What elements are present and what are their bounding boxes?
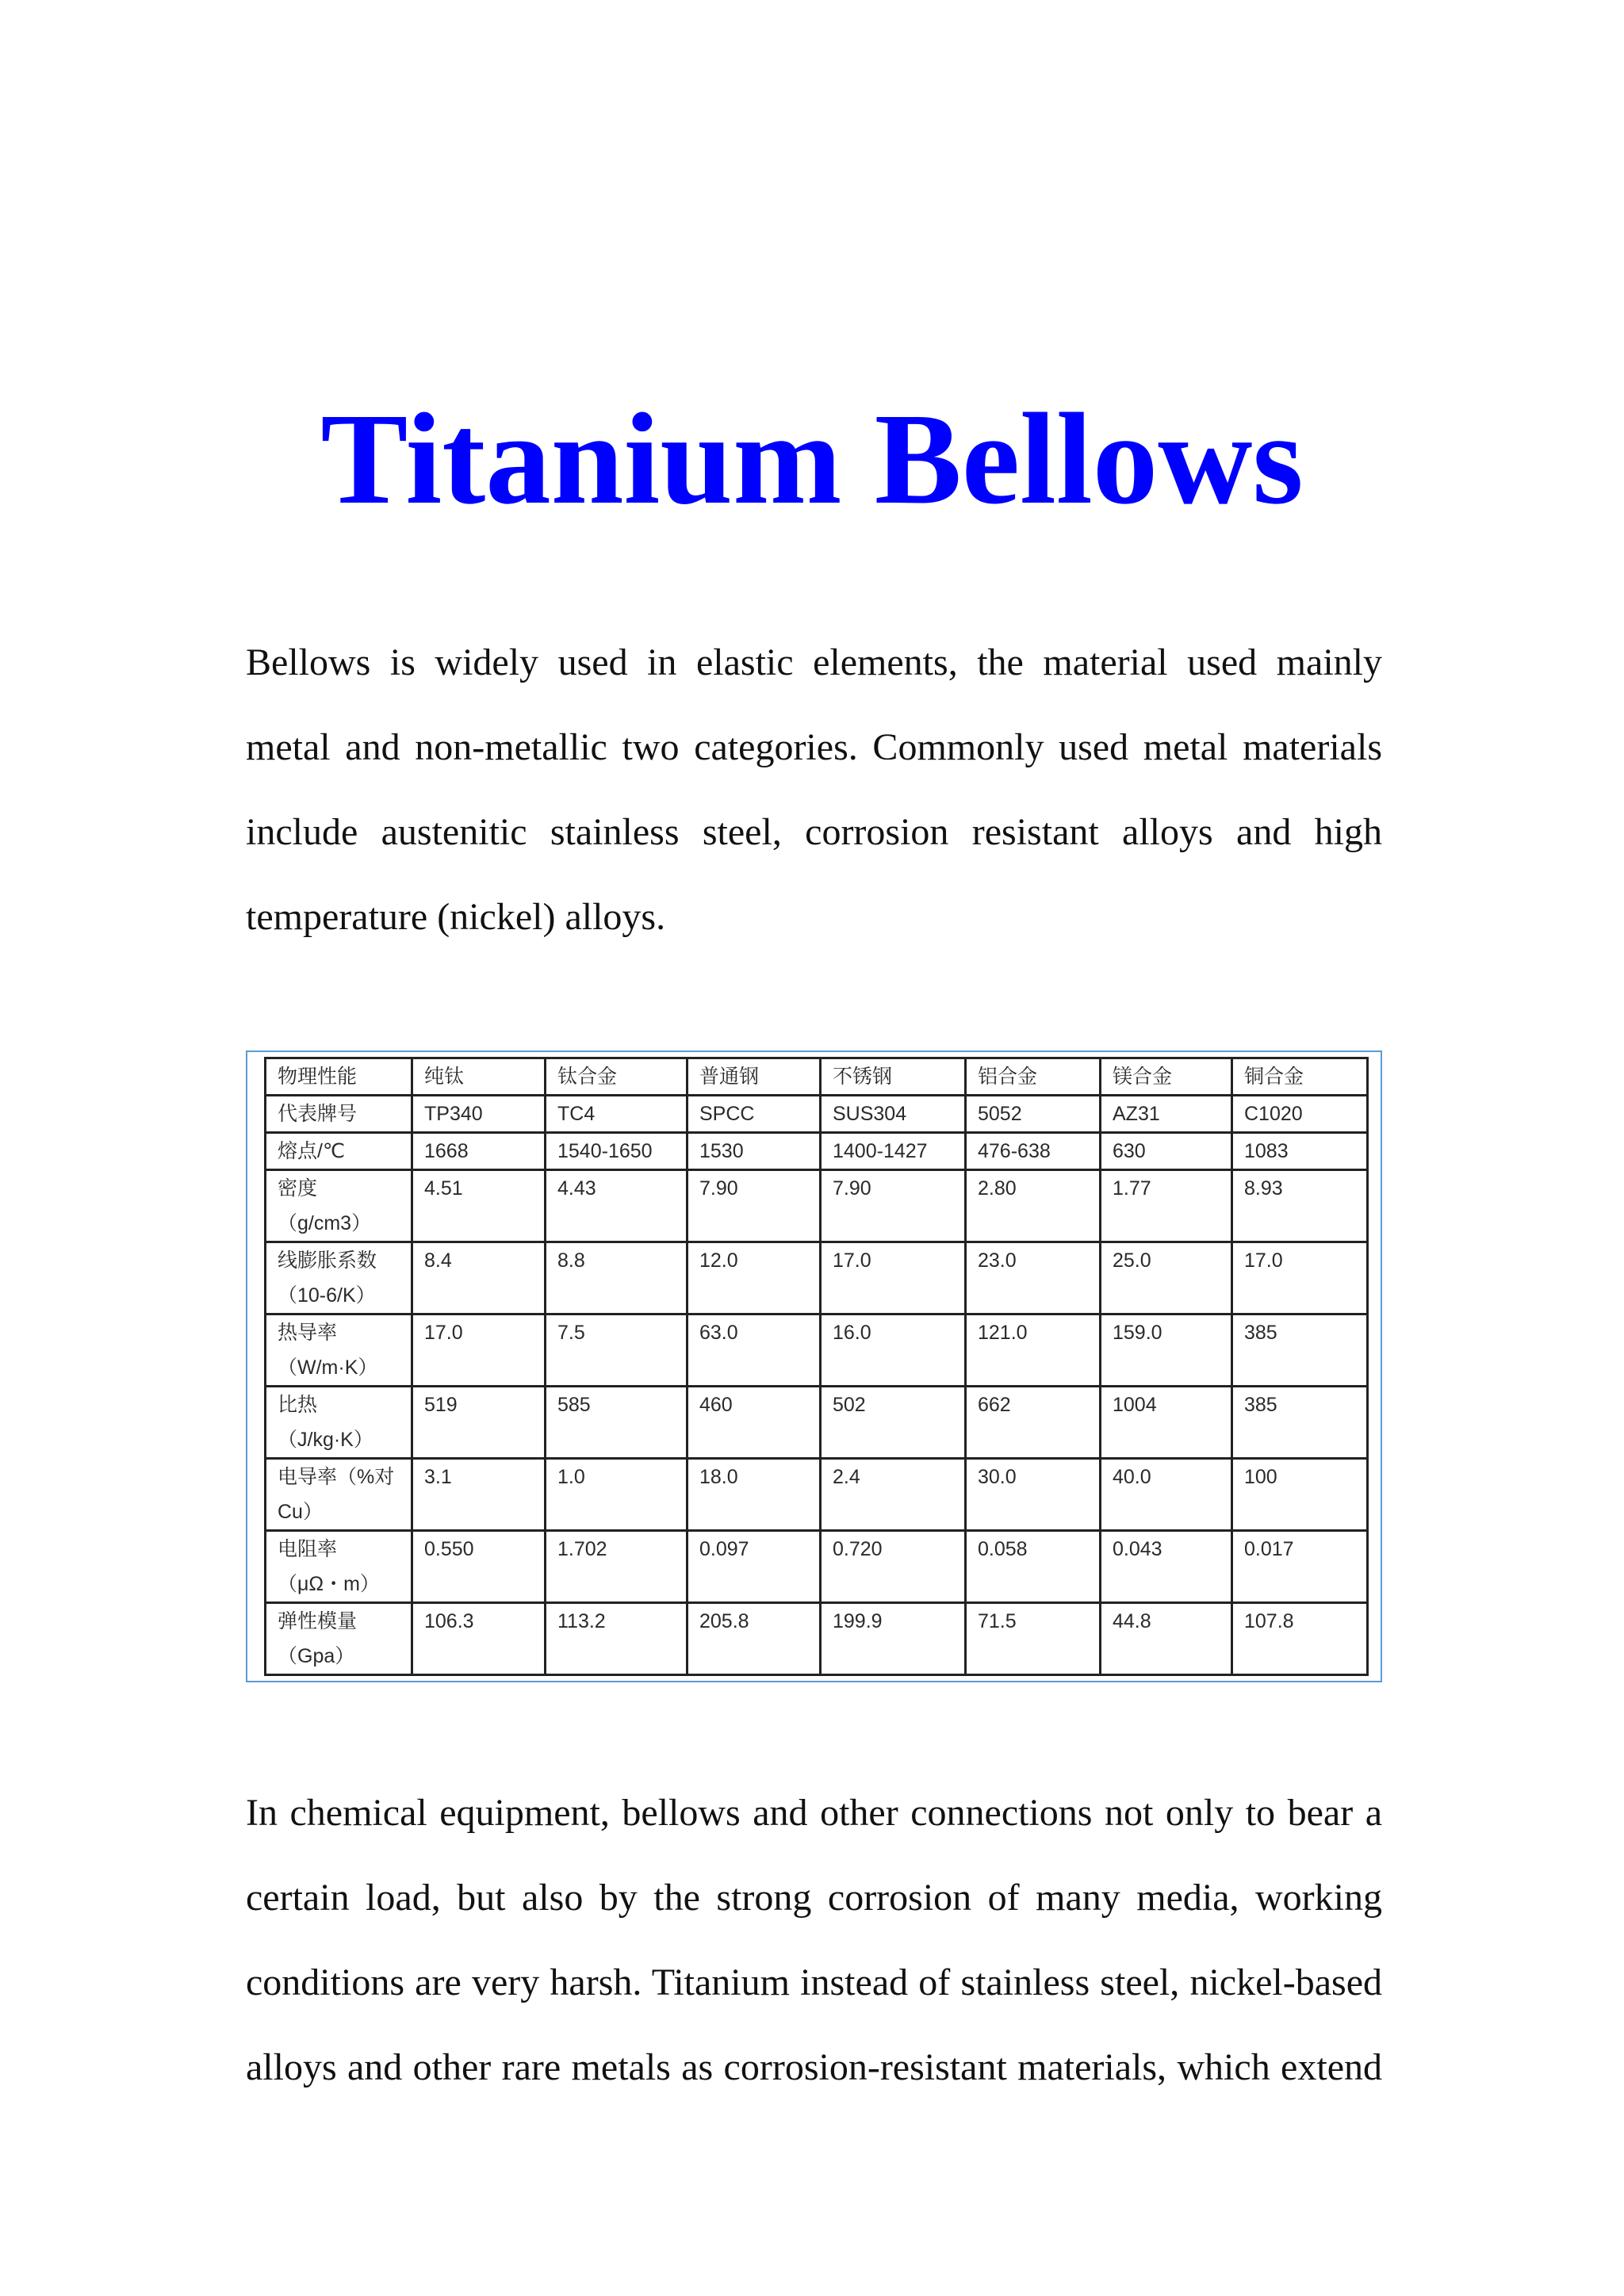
property-unit: （10-6/K） — [278, 1284, 376, 1307]
property-label — [266, 1459, 412, 1531]
table-cell: 4.51 — [412, 1170, 546, 1242]
table-cell: 106.3 — [412, 1603, 546, 1675]
table-cell: 8.93 — [1232, 1170, 1368, 1242]
paragraph-line: alloys and other rare metals as corrosion-resistant materials, which extend — [246, 2046, 1382, 2088]
table-cell: 7.90 — [688, 1170, 821, 1242]
table-cell: 1.702 — [546, 1531, 688, 1603]
table-cell: 1.0 — [546, 1459, 688, 1531]
property-label: 代表牌号 — [266, 1096, 412, 1133]
table-cell: 63.0 — [688, 1314, 821, 1387]
header-cell: 不锈钢 — [821, 1058, 966, 1096]
header-cell: 镁合金 — [1101, 1058, 1232, 1096]
property-unit: （μΩ・m） — [278, 1573, 380, 1595]
table-cell: 205.8 — [688, 1603, 821, 1675]
intro-paragraph — [246, 620, 1382, 959]
table-header-row — [266, 1058, 1368, 1096]
property-unit: （J/kg·K） — [278, 1429, 373, 1451]
table-cell: 2.80 — [966, 1170, 1101, 1242]
table-cell: 0.720 — [821, 1531, 966, 1603]
table-cell: 1530 — [688, 1133, 821, 1170]
table-cell: 385 — [1232, 1314, 1368, 1387]
property-name: 线膨胀系数 — [278, 1249, 377, 1272]
table-cell: 1.77 — [1101, 1170, 1232, 1242]
property-label: 熔点/℃ — [266, 1133, 412, 1170]
table-row — [266, 1314, 1368, 1387]
table-cell: 4.43 — [546, 1170, 688, 1242]
table-cell: 1540-1650 — [546, 1133, 688, 1170]
physical-properties-table — [264, 1057, 1369, 1676]
table-cell: 100 — [1232, 1459, 1368, 1531]
table-cell: 460 — [688, 1387, 821, 1459]
paragraph-line: metal and non-metallic two categories. Commonly used metal materials — [246, 726, 1382, 768]
property-label — [266, 1387, 412, 1459]
table-cell: 662 — [966, 1387, 1101, 1459]
property-name: 密度 — [278, 1177, 318, 1200]
table-cell: 1668 — [412, 1133, 546, 1170]
table-cell: 0.550 — [412, 1531, 546, 1603]
table-cell: 40.0 — [1101, 1459, 1232, 1531]
table-cell: 25.0 — [1101, 1242, 1232, 1314]
header-cell: 物理性能 — [266, 1058, 412, 1096]
table-cell: 5052 — [966, 1096, 1101, 1133]
paragraph-line: Bellows is widely used in elastic elements, the material used mainly — [246, 641, 1382, 683]
property-name: 热导率 — [278, 1322, 338, 1344]
page-title: Titanium Bellows — [320, 386, 1304, 531]
property-unit: Cu） — [278, 1501, 323, 1523]
table-cell: 23.0 — [966, 1242, 1101, 1314]
table-row — [266, 1603, 1368, 1675]
table-cell: 385 — [1232, 1387, 1368, 1459]
table-cell: 107.8 — [1232, 1603, 1368, 1675]
property-label — [266, 1531, 412, 1603]
table-cell: 1004 — [1101, 1387, 1232, 1459]
paragraph-line: conditions are very harsh. Titanium instead of stainless steel, nickel-based — [246, 1961, 1382, 2003]
property-label — [266, 1170, 412, 1242]
property-unit: （Gpa） — [278, 1645, 355, 1667]
property-label — [266, 1314, 412, 1387]
table-cell: 1400-1427 — [821, 1133, 966, 1170]
table-cell: 0.043 — [1101, 1531, 1232, 1603]
table-cell: 17.0 — [412, 1314, 546, 1387]
paragraph-line: certain load, but also by the strong corrosion of many media, working — [246, 1877, 1382, 1919]
table-cell: 159.0 — [1101, 1314, 1232, 1387]
table-cell: 0.058 — [966, 1531, 1101, 1603]
table-cell: 44.8 — [1101, 1603, 1232, 1675]
table-row — [266, 1531, 1368, 1603]
table-cell: TC4 — [546, 1096, 688, 1133]
table-cell: 0.017 — [1232, 1531, 1368, 1603]
table-row — [266, 1459, 1368, 1531]
table-cell: 3.1 — [412, 1459, 546, 1531]
table-cell: 121.0 — [966, 1314, 1101, 1387]
table-cell: 8.4 — [412, 1242, 546, 1314]
table-row — [266, 1096, 1368, 1133]
paragraph-line: In chemical equipment, bellows and other connections not only to bear a — [246, 1792, 1382, 1834]
property-label — [266, 1603, 412, 1675]
table-cell: 71.5 — [966, 1603, 1101, 1675]
table-cell: 630 — [1101, 1133, 1232, 1170]
table-cell: 0.097 — [688, 1531, 821, 1603]
table-cell: 30.0 — [966, 1459, 1101, 1531]
table-cell: 502 — [821, 1387, 966, 1459]
table-cell: 12.0 — [688, 1242, 821, 1314]
header-cell: 钛合金 — [546, 1058, 688, 1096]
table-cell: 519 — [412, 1387, 546, 1459]
property-unit: （W/m·K） — [278, 1357, 378, 1379]
property-label — [266, 1242, 412, 1314]
property-name: 弹性模量 — [278, 1610, 358, 1632]
table-cell: 2.4 — [821, 1459, 966, 1531]
table-cell: 8.8 — [546, 1242, 688, 1314]
table-cell: 18.0 — [688, 1459, 821, 1531]
header-cell: 普通钢 — [688, 1058, 821, 1096]
table-cell: TP340 — [412, 1096, 546, 1133]
body-paragraph — [246, 1770, 1382, 2110]
table-row — [266, 1242, 1368, 1314]
table-cell: 1083 — [1232, 1133, 1368, 1170]
table-cell: 17.0 — [821, 1242, 966, 1314]
property-name: 电阻率 — [278, 1538, 338, 1560]
property-name: 电导率（%对 — [278, 1466, 395, 1488]
paragraph-line: include austenitic stainless steel, corrosion resistant alloys and high — [246, 811, 1382, 853]
property-name: 比热 — [278, 1394, 318, 1416]
header-cell: 纯钛 — [412, 1058, 546, 1096]
table-cell: 199.9 — [821, 1603, 966, 1675]
table-row — [266, 1133, 1368, 1170]
table-cell: 476-638 — [966, 1133, 1101, 1170]
table-cell: SUS304 — [821, 1096, 966, 1133]
paragraph-line: temperature (nickel) alloys. — [246, 896, 666, 938]
table-cell: 113.2 — [546, 1603, 688, 1675]
header-cell: 铝合金 — [966, 1058, 1101, 1096]
header-cell: 铜合金 — [1232, 1058, 1368, 1096]
table-cell: 17.0 — [1232, 1242, 1368, 1314]
table-cell: 7.90 — [821, 1170, 966, 1242]
table-cell: 7.5 — [546, 1314, 688, 1387]
table-cell: SPCC — [688, 1096, 821, 1133]
property-unit: （g/cm3） — [278, 1212, 372, 1234]
table-cell: 16.0 — [821, 1314, 966, 1387]
table-row — [266, 1387, 1368, 1459]
table-cell: AZ31 — [1101, 1096, 1232, 1133]
table-row — [266, 1170, 1368, 1242]
table-cell: C1020 — [1232, 1096, 1368, 1133]
table-cell: 585 — [546, 1387, 688, 1459]
